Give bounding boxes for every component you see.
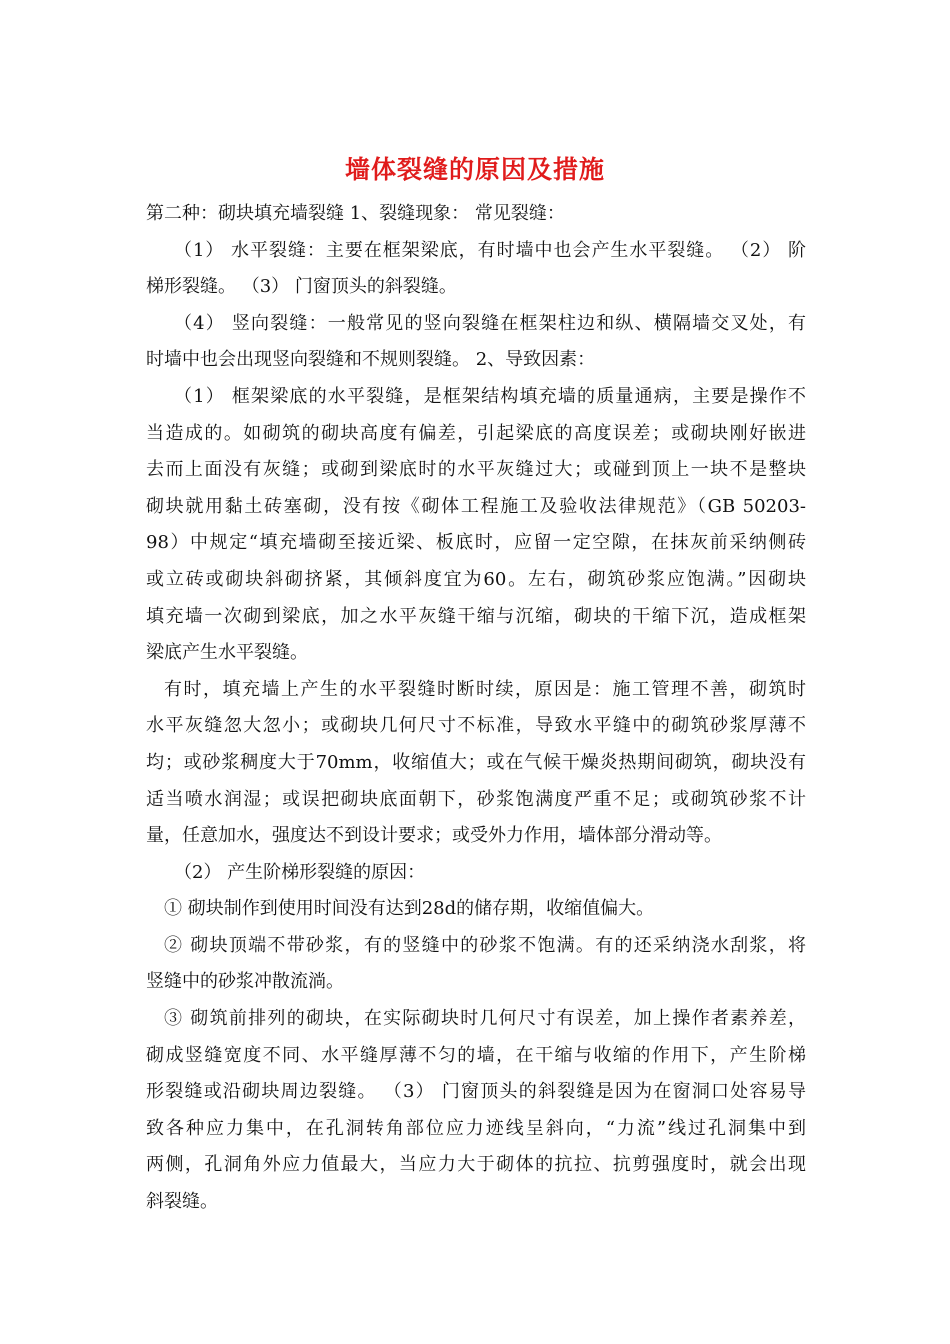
text-line: 梁底产生水平裂缝。 (146, 642, 308, 664)
text-line: 98）中规定“填充墙砌至接近梁、板底时，应留一定空隙，在抹灰前采纳侧砖 (146, 532, 806, 554)
text-line: 第二种：砌块填充墙裂缝 1、裂缝现象： 常见裂缝： (146, 203, 565, 224)
text-line: ③ 砌筑前排列的砌块，在实际砌块时几何尺寸有误差，加上操作者素养差， (164, 1008, 806, 1030)
body-text (146, 196, 806, 1221)
text-line: （1） 框架梁底的水平裂缝，是框架结构填充墙的质量通病，主要是操作不 (174, 385, 806, 407)
text-line: 去而上面没有灰缝；或砌到梁底时的水平灰缝过大；或碰到顶上一块不是整块 (146, 459, 806, 481)
text-line: 适当喷水润湿；或误把砌块底面朝下，砂浆饱满度严重不足；或砌筑砂浆不计 (146, 788, 806, 810)
text-line: 有时，填充墙上产生的水平裂缝时断时续，原因是：施工管理不善，砌筑时 (164, 678, 806, 700)
page-title: 墙体裂缝的原因及措施 (344, 155, 605, 184)
text-line: （2） 产生阶梯形裂缝的原因： (174, 861, 426, 883)
text-line: 斜裂缝。 (146, 1191, 218, 1213)
text-line: 砌块就用黏土砖塞砌，没有按《砌体工程施工及验收法律规范》（GB 50203- (146, 495, 806, 517)
text-line: 量，任意加水，强度达不到设计要求；或受外力作用，墙体部分滑动等。 (146, 825, 722, 847)
text-line: 致各种应力集中，在孔洞转角部位应力迹线呈斜向，“力流”线过孔洞集中到 (146, 1117, 806, 1139)
text-line: 形裂缝或沿砌块周边裂缝。 （3） 门窗顶头的斜裂缝是因为在窗洞口处容易导 (146, 1081, 806, 1103)
text-line: ② 砌块顶端不带砂浆，有的竖缝中的砂浆不饱满。有的还采纳浇水刮浆，将 (164, 934, 806, 956)
text-line: 水平灰缝忽大忽小；或砌块几何尺寸不标准，导致水平缝中的砌筑砂浆厚薄不 (146, 715, 806, 737)
text-line: （4） 竖向裂缝：一般常见的竖向裂缝在框架柱边和纵、横隔墙交叉处，有 (174, 312, 806, 334)
text-line: ① 砌块制作到使用时间没有达到28d的储存期，收缩值偏大。 (164, 898, 655, 920)
text-line: 均；或砂浆稠度大于70mm，收缩值大；或在气候干燥炎热期间砌筑，砌块没有 (146, 751, 806, 773)
text-line: 或立砖或砌块斜砌挤紧，其倾斜度宜为60。左右，砌筑砂浆应饱满。”因砌块 (146, 568, 806, 590)
text-line: （1） 水平裂缝：主要在框架梁底，有时墙中也会产生水平裂缝。 （2） 阶 (174, 239, 806, 261)
text-line: 砌成竖缝宽度不同、水平缝厚薄不匀的墙，在干缩与收缩的作用下，产生阶梯 (146, 1044, 806, 1066)
text-line: 梯形裂缝。 （3） 门窗顶头的斜裂缝。 (146, 276, 457, 298)
text-line: 竖缝中的砂浆冲散流淌。 (146, 971, 344, 993)
text-line: 填充墙一次砌到梁底，加之水平灰缝干缩与沉缩，砌块的干缩下沉，造成框架 (146, 605, 806, 627)
text-line: 时墙中也会出现竖向裂缝和不规则裂缝。 2、导致因素： (146, 349, 596, 371)
text-line: 两侧，孔洞角外应力值最大，当应力大于砌体的抗拉、抗剪强度时，就会出现 (146, 1154, 806, 1176)
text-line: 当造成的。如砌筑的砌块高度有偏差，引起梁底的高度误差；或砌块刚好嵌进 (146, 422, 806, 444)
